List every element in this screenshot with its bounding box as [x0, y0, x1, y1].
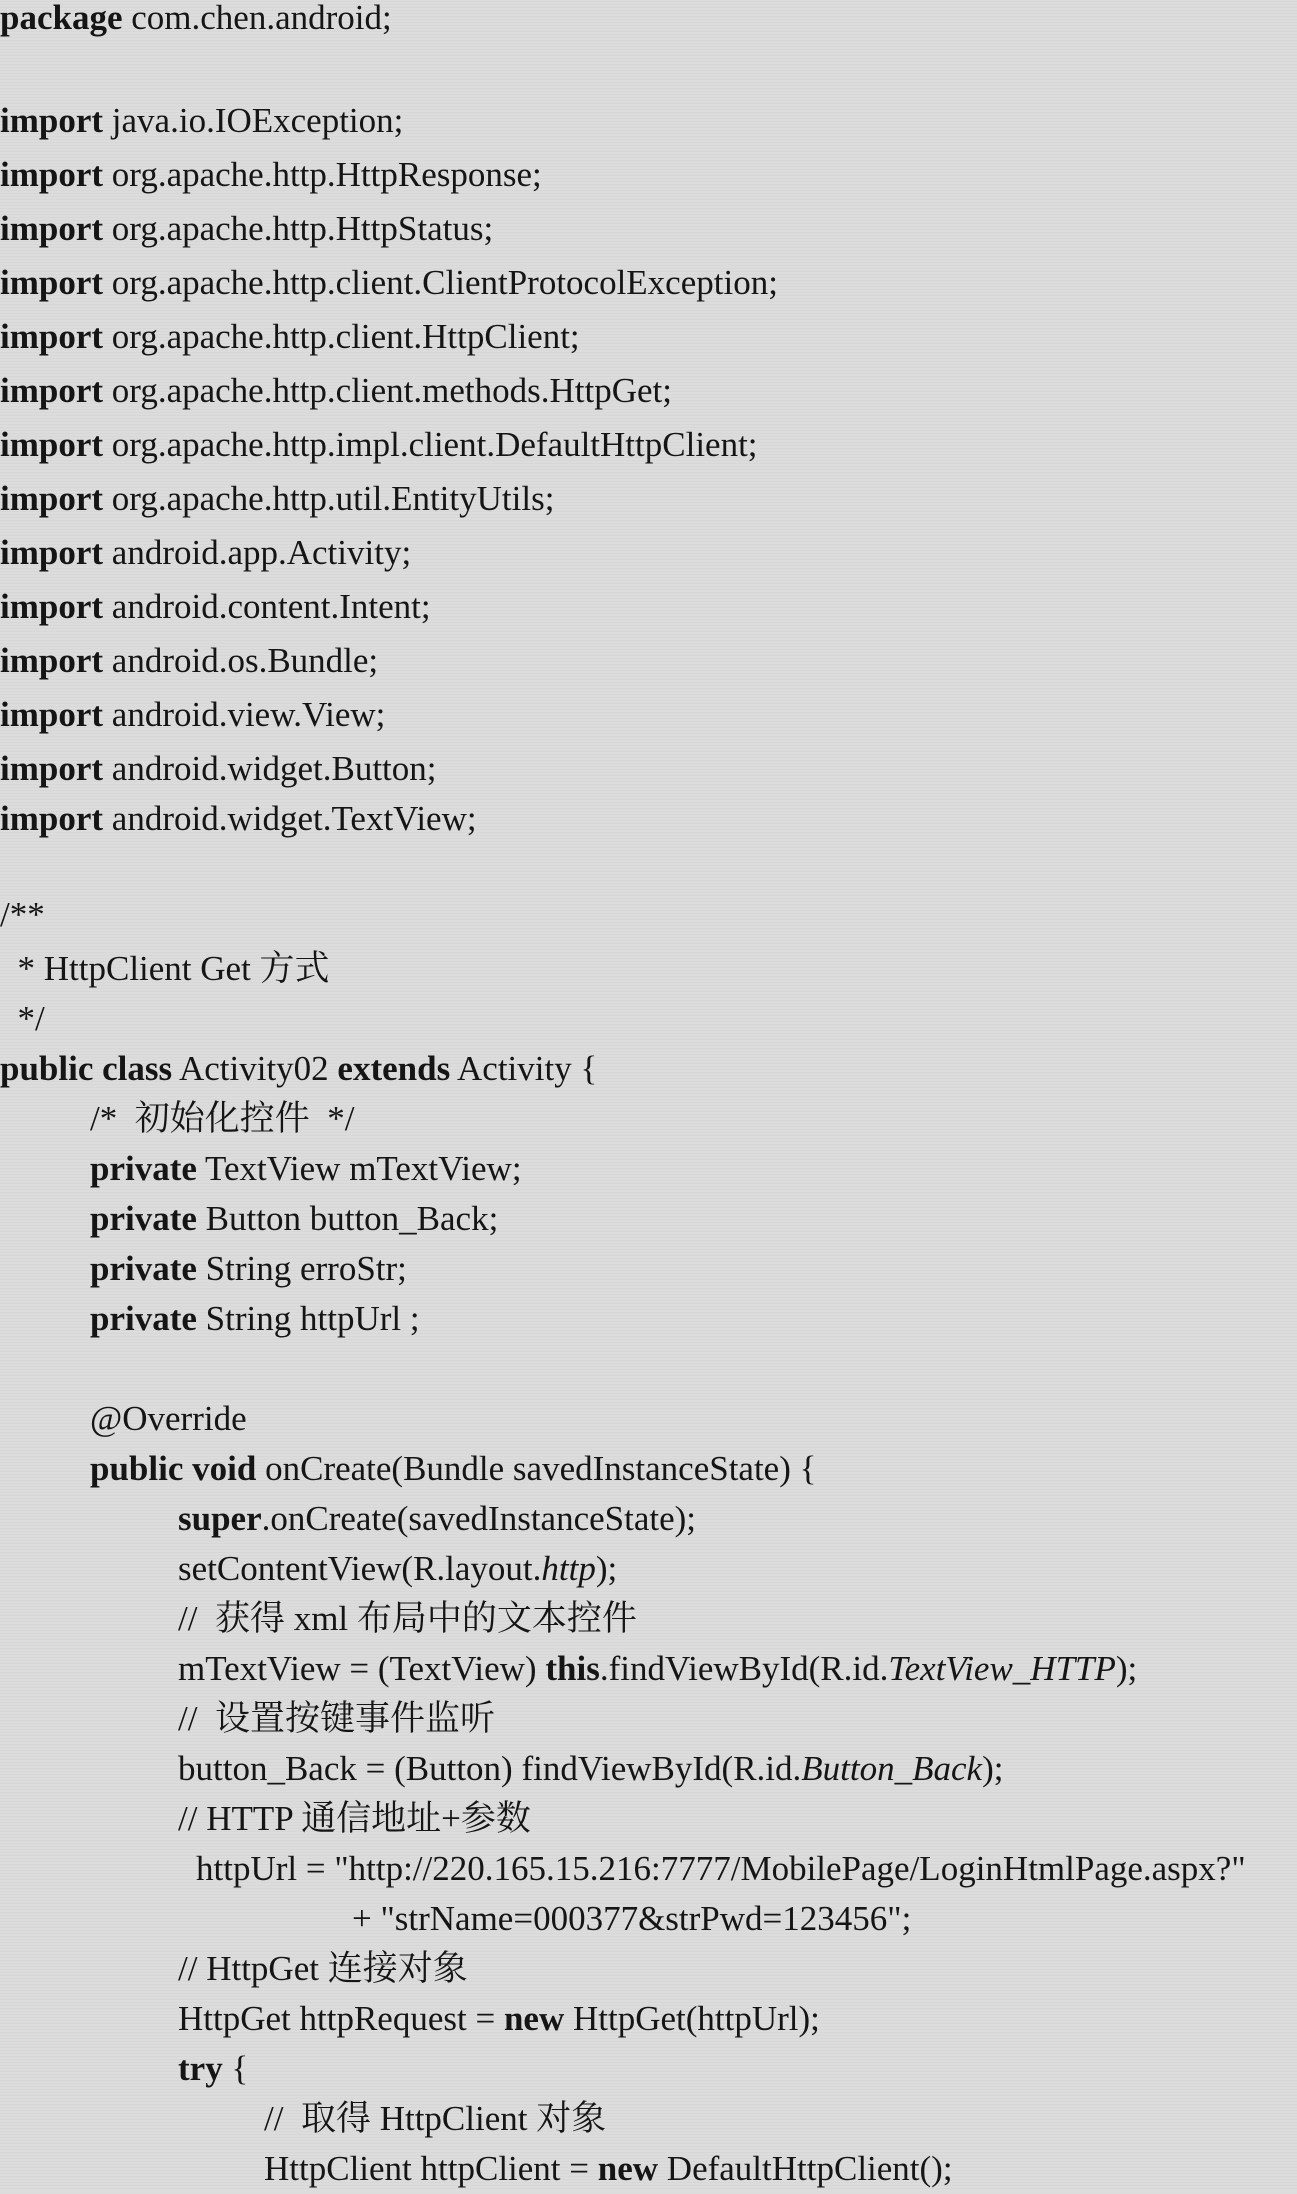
code-text: * HttpClient Get 方式	[0, 949, 330, 988]
code-keyword: private	[90, 1249, 197, 1288]
code-keyword: import	[0, 155, 104, 194]
code-keyword: import	[0, 695, 104, 734]
code-text: .findViewById(R.id.	[599, 1649, 889, 1688]
code-text	[183, 1449, 192, 1488]
code-keyword: import	[0, 533, 104, 572]
code-text: org.apache.http.client.methods.HttpGet;	[103, 371, 672, 410]
code-text: setContentView(R.layout.	[178, 1549, 542, 1588]
code-line	[178, 1644, 1137, 1694]
code-keyword: package	[0, 0, 123, 37]
code-text: .onCreate(savedInstanceState);	[261, 1499, 697, 1538]
code-line	[0, 150, 542, 200]
code-line	[0, 258, 778, 308]
code-text: );	[1115, 1649, 1138, 1688]
code-line	[178, 1794, 531, 1844]
code-text: // 获得 xml 布局中的文本控件	[178, 1599, 637, 1638]
code-line	[0, 420, 758, 470]
code-keyword: import	[0, 799, 104, 838]
code-line	[0, 890, 45, 940]
code-line	[0, 636, 378, 686]
code-text: @Override	[90, 1399, 247, 1438]
code-line	[0, 582, 431, 632]
code-keyword: new	[503, 1999, 565, 2038]
code-text: android.widget.TextView;	[103, 799, 477, 838]
code-line	[178, 1994, 820, 2044]
code-line	[0, 474, 554, 524]
code-line	[178, 1544, 617, 1594]
code-line	[90, 1244, 407, 1294]
code-text: org.apache.http.client.ClientProtocolException;	[103, 263, 778, 302]
code-line	[0, 690, 385, 740]
code-line	[0, 0, 392, 43]
code-line	[178, 1944, 468, 1994]
code-text: android.app.Activity;	[103, 533, 412, 572]
code-line	[178, 1744, 1003, 1794]
code-keyword: public	[90, 1449, 184, 1488]
code-identifier: Button_Back	[801, 1749, 983, 1788]
code-line	[0, 944, 330, 994]
code-text: android.os.Bundle;	[103, 641, 379, 680]
code-text: org.apache.http.client.HttpClient;	[103, 317, 580, 356]
code-keyword: super	[178, 1499, 262, 1538]
code-line	[0, 96, 403, 146]
code-line	[196, 1844, 1246, 1894]
code-text: /**	[0, 895, 45, 934]
code-line	[90, 1144, 522, 1194]
code-line	[0, 204, 493, 254]
code-line	[90, 1394, 247, 1444]
code-keyword: import	[0, 641, 104, 680]
code-line	[352, 1894, 911, 1944]
code-text: httpUrl = "http://220.165.15.216:7777/MobilePage/LoginHtmlPage.aspx?"	[196, 1849, 1246, 1888]
code-text: org.apache.http.HttpResponse;	[103, 155, 542, 194]
code-text: HttpGet httpRequest =	[178, 1999, 504, 2038]
code-text: HttpGet(httpUrl);	[564, 1999, 820, 2038]
code-keyword: private	[90, 1299, 197, 1338]
code-text: DefaultHttpClient();	[658, 2149, 953, 2188]
code-text: android.view.View;	[103, 695, 386, 734]
code-line	[0, 366, 672, 416]
code-line	[178, 1594, 637, 1644]
code-text: com.chen.android;	[122, 0, 392, 37]
code-keyword: void	[192, 1449, 257, 1488]
code-keyword: public	[0, 1049, 94, 1088]
code-text: android.content.Intent;	[103, 587, 431, 626]
code-keyword: private	[90, 1149, 197, 1188]
code-text: /* 初始化控件 */	[90, 1099, 355, 1138]
code-keyword: import	[0, 317, 104, 356]
code-text: + "strName=000377&strPwd=123456";	[352, 1899, 912, 1938]
code-line	[0, 312, 580, 362]
code-line	[0, 1044, 597, 1094]
code-line	[264, 2094, 606, 2144]
code-text: java.io.IOException;	[103, 101, 404, 140]
code-text: );	[595, 1549, 618, 1588]
code-line	[264, 2144, 953, 2194]
code-keyword: try	[178, 2049, 223, 2088]
code-line	[178, 1494, 696, 1544]
code-text: String erroStr;	[196, 1249, 407, 1288]
code-keyword: import	[0, 587, 104, 626]
code-keyword: import	[0, 425, 104, 464]
code-text: Activity {	[450, 1049, 598, 1088]
code-text: org.apache.http.impl.client.DefaultHttpClient;	[103, 425, 758, 464]
code-line	[178, 2044, 248, 2094]
code-line	[0, 528, 411, 578]
code-keyword: import	[0, 263, 104, 302]
code-text: mTextView = (TextView)	[178, 1649, 546, 1688]
code-text: */	[0, 999, 45, 1038]
code-text: Button button_Back;	[196, 1199, 499, 1238]
code-text: HttpClient httpClient =	[264, 2149, 598, 2188]
code-keyword: new	[597, 2149, 659, 2188]
code-text	[93, 1049, 102, 1088]
code-line	[0, 994, 45, 1044]
code-keyword: this	[545, 1649, 600, 1688]
code-text: TextView mTextView;	[196, 1149, 522, 1188]
code-keyword: import	[0, 209, 104, 248]
code-text: onCreate(Bundle savedInstanceState) {	[256, 1449, 817, 1488]
code-text: org.apache.http.HttpStatus;	[103, 209, 494, 248]
code-keyword: class	[102, 1049, 173, 1088]
code-keyword: import	[0, 749, 104, 788]
code-text: org.apache.http.util.EntityUtils;	[103, 479, 555, 518]
code-line	[0, 744, 437, 794]
code-keyword: private	[90, 1199, 197, 1238]
code-text: android.widget.Button;	[103, 749, 437, 788]
code-text: {	[222, 2049, 249, 2088]
code-line	[90, 1444, 816, 1494]
code-text: String httpUrl ;	[196, 1299, 420, 1338]
code-text: // 设置按键事件监听	[178, 1699, 495, 1738]
code-line	[90, 1294, 420, 1344]
code-keyword: import	[0, 371, 104, 410]
code-text: // HTTP 通信地址+参数	[178, 1799, 531, 1838]
code-identifier: http	[541, 1549, 596, 1588]
code-keyword: import	[0, 101, 104, 140]
code-keyword: import	[0, 479, 104, 518]
code-line	[90, 1194, 498, 1244]
code-text: Activity02	[172, 1049, 338, 1088]
code-keyword: extends	[337, 1049, 451, 1088]
code-line	[178, 1694, 495, 1744]
code-line	[0, 794, 477, 844]
code-identifier: TextView_HTTP	[888, 1649, 1116, 1688]
code-text: button_Back = (Button) findViewById(R.id.	[178, 1749, 802, 1788]
code-text: // 取得 HttpClient 对象	[264, 2099, 607, 2138]
code-text: // HttpGet 连接对象	[178, 1949, 468, 1988]
code-text: );	[982, 1749, 1004, 1788]
code-line	[90, 1094, 354, 1144]
